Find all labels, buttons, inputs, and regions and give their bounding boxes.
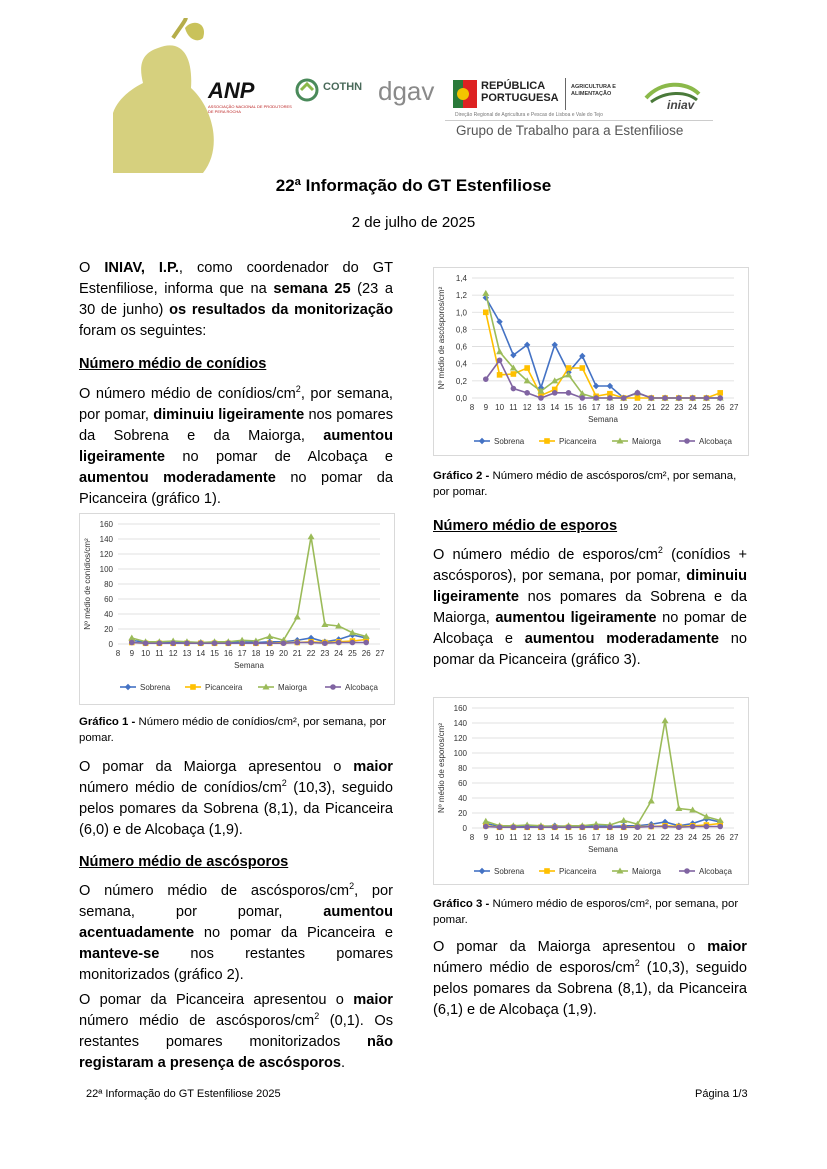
x-tick-label: 8 [469,403,475,412]
conidios-paragraph: O número médio de conídios/$cm^2$, por semana, por pomar, diminuiu ligeiramente nos pomares da Sobrena e da Maiorga, aumentou ligeiramente no pomar de Alcobaça e aumentou moderadamente no pomar da Picanceira (gráfico 1). [79,384,393,507]
x-tick-label: 13 [536,833,546,842]
x-tick-label: 19 [619,403,629,412]
data-point [511,824,517,830]
page-number: Página 1/3 [695,1088,748,1100]
x-tick-label: 24 [334,649,344,658]
cothn-icon [293,78,321,102]
data-point [350,640,356,646]
series-line-maiorga [486,721,720,827]
data-point [496,319,502,325]
x-tick-label: 11 [509,833,518,842]
legend-marker [330,684,336,690]
data-point [580,824,586,830]
data-point [635,390,641,396]
y-tick-label: 140 [99,535,113,544]
data-point [566,824,572,830]
y-axis-label: Nº médio de conídios/cm² [83,538,92,630]
data-point [482,290,489,296]
header-banner [113,18,713,173]
data-point [538,824,544,830]
x-tick-label: 21 [292,649,302,658]
data-point [143,640,149,646]
data-point [170,640,176,646]
x-tick-label: 21 [646,833,656,842]
data-point [363,640,369,646]
data-point [511,371,517,377]
data-point [184,640,190,646]
data-point [580,395,586,401]
x-tick-label: 25 [701,403,711,412]
data-point [704,824,710,830]
y-tick-label: 0 [462,824,467,833]
y-tick-label: 20 [458,809,467,818]
data-point [538,395,544,401]
y-tick-label: 120 [99,550,113,559]
y-tick-label: 80 [458,764,467,773]
y-tick-label: 100 [453,749,467,758]
y-tick-label: 80 [104,580,113,589]
series-line-picanceira [486,312,720,398]
legend-label: Maiorga [278,683,307,692]
data-point [497,372,503,378]
x-tick-label: 25 [347,649,357,658]
x-tick-label: 23 [674,403,684,412]
data-point [662,824,668,830]
x-tick-label: 12 [522,403,532,412]
footer-left: 22ª Informação do GT Estenfiliose 2025 [86,1088,281,1100]
ascosporos-max-paragraph: O pomar da Picanceira apresentou o maior número médio de ascósporos/$cm^2$ (0,1). Os restantes pomares monitorizados não registaram a presença de ascósporos. [79,992,393,1071]
chart-2 [433,267,749,456]
data-point [294,640,300,646]
data-point [267,640,273,646]
dgav-logo: dgav [378,76,435,106]
chart-2-svg [434,268,748,455]
y-tick-label: 160 [453,704,467,713]
chart-1-caption: Gráfico 1 - Número médio de conídios/cm², por semana, por pomar. [79,716,387,744]
legend-label: Alcobaça [345,683,378,692]
data-point [690,395,696,401]
data-point [648,798,655,804]
x-tick-label: 16 [577,403,587,412]
iniav-logo: iniav [641,76,701,117]
x-tick-label: 9 [129,649,135,658]
y-axis-label: Nº médio de ascósporos/cm² [437,286,446,390]
data-point [566,390,572,396]
x-tick-label: 17 [591,833,601,842]
data-point [648,824,654,830]
data-point [524,824,530,830]
data-point [593,395,599,401]
x-tick-label: 14 [550,403,560,412]
data-point [322,640,328,646]
x-tick-label: 20 [633,403,642,412]
data-point [281,640,287,646]
data-point [690,824,696,830]
y-tick-label: 1,2 [455,291,467,301]
data-point [621,395,627,401]
y-tick-label: 0,2 [455,376,467,386]
y-tick-label: 140 [453,719,467,728]
page-title: 22ª Informação do GT Estenfiliose [275,176,552,195]
data-point [226,640,232,646]
data-point [128,635,135,641]
legend-label: Picanceira [559,867,597,876]
x-tick-label: 19 [265,649,275,658]
x-tick-label: 16 [577,833,587,842]
legend-label: Sobrena [494,437,525,446]
x-tick-label: 26 [715,403,725,412]
chart-3 [433,697,749,885]
series-line-alcobaça [486,827,720,828]
x-tick-label: 23 [320,649,330,658]
x-tick-label: 9 [483,833,489,842]
chart-3-svg [434,698,748,884]
data-point [676,395,682,401]
series-line-maiorga [132,537,366,643]
series-line-sobrena [486,298,720,398]
legend-label: Sobrena [140,683,171,692]
legend-marker [684,868,690,874]
data-point [593,824,599,830]
data-point [212,640,218,646]
data-point [198,640,204,646]
y-tick-label: 160 [99,520,113,529]
data-point [482,818,489,824]
y-tick-label: 120 [453,734,467,743]
legend-label: Picanceira [559,437,597,446]
data-point [308,640,314,646]
x-tick-label: 18 [605,403,615,412]
data-point [496,348,503,354]
data-point [253,640,259,646]
legend-label: Sobrena [494,867,525,876]
y-tick-label: 0,8 [455,325,467,335]
section-conidios-heading: Número médio de conídios [79,356,267,372]
data-point [497,357,503,363]
data-point [717,824,723,830]
x-tick-label: 13 [536,403,546,412]
data-point [552,390,558,396]
series-line-maiorga [486,293,720,398]
chart-2-caption: Gráfico 2 - Número médio de ascósporos/cm², por semana, por pomar. [433,470,737,498]
x-tick-label: 16 [223,649,233,658]
data-point [566,365,572,371]
data-point [266,633,273,639]
cothn-logo: COTHN [293,78,321,107]
y-tick-label: 100 [99,565,113,574]
x-tick-label: 12 [168,649,178,658]
x-tick-label: 11 [155,649,164,658]
legend-marker [684,438,690,444]
legend-marker [544,438,550,444]
conidios-max-paragraph: O pomar da Maiorga apresentou o maior número médio de conídios/$cm^2$ (10,3), seguido pelos pomares da Sobrena (8,1), da Picanceira (6,0) e de Alcobaça (1,9). [79,759,393,838]
data-point [635,824,641,830]
esporos-paragraph: O número médio de esporos/$cm^2$ (conídios + ascósporos), por semana, por pomar, diminuiu ligeiramente nos pomares da Sobrena e da Maiorga, aumentou ligeiramente no pomar de Alcobaça e aumentou moderadamente no pomar da Picanceira (gráfico 3). [433,545,748,668]
y-tick-label: 0 [108,640,113,649]
x-tick-label: 22 [660,833,670,842]
data-point [524,365,530,371]
y-axis-label: Nº médio de esporos/cm² [437,722,446,814]
x-tick-label: 27 [729,833,739,842]
y-tick-label: 60 [458,779,467,788]
x-axis-label: Semana [234,661,264,670]
x-tick-label: 22 [660,403,670,412]
x-tick-label: 10 [495,403,505,412]
x-tick-label: 8 [469,833,475,842]
x-axis-label: Semana [588,845,618,854]
x-tick-label: 27 [375,649,385,658]
chart-1 [79,513,395,705]
x-tick-label: 20 [633,833,642,842]
x-tick-label: 14 [196,649,206,658]
data-point [648,395,654,401]
republica-logo: REPÚBLICA PORTUGUESA [481,80,559,104]
y-tick-label: 40 [104,610,113,619]
y-tick-label: 1,4 [455,274,467,283]
x-tick-label: 25 [701,833,711,842]
legend-marker [190,684,196,690]
header-rule [445,120,713,121]
data-point [552,824,558,830]
data-point [294,614,301,620]
ascosporos-paragraph: O número médio de ascósporos/$cm^2$, por semana, por pomar, aumentou acentuadamente no pomar da Picanceira e manteve-se nos restantes pomares monitorizados (gráfico 2). [79,881,394,983]
x-tick-label: 21 [646,403,656,412]
data-point [593,383,599,389]
y-tick-label: 40 [458,794,467,803]
x-tick-label: 26 [361,649,371,658]
x-tick-label: 9 [483,403,489,412]
data-point [483,824,489,830]
data-point [129,640,135,646]
legend-label: Maiorga [632,867,661,876]
section-esporos-heading: Número médio de esporos [433,518,618,534]
data-point [239,640,245,646]
legend-label: Alcobaça [699,437,732,446]
section-ascosporos-heading: Número médio de ascósporos [79,854,289,870]
legend-label: Picanceira [205,683,243,692]
legend-label: Alcobaça [699,867,732,876]
x-tick-label: 22 [306,649,316,658]
x-tick-label: 20 [279,649,288,658]
x-tick-label: 15 [210,649,219,658]
y-tick-label: 0,4 [455,359,467,369]
x-tick-label: 27 [729,403,739,412]
series-line-alcobaça [132,643,366,644]
republic-emblem-icon [453,80,477,113]
data-point [662,395,668,401]
legend-marker [479,438,485,444]
data-point [607,395,613,401]
x-tick-label: 24 [688,833,698,842]
chart-3-caption: Gráfico 3 - Número médio de esporos/cm², por semana, por pomar. [433,898,739,926]
x-axis-label: Semana [588,415,618,424]
data-point [308,533,315,539]
x-tick-label: 14 [550,833,560,842]
data-point [336,640,342,646]
x-tick-label: 24 [688,403,698,412]
data-point [676,824,682,830]
x-tick-label: 11 [509,403,518,412]
data-point [483,309,489,315]
agricultura-logo: AGRICULTURA E ALIMENTAÇÃO [571,84,616,97]
data-point [157,640,163,646]
chart-1-svg [80,514,394,704]
y-tick-label: 60 [104,595,113,604]
x-tick-label: 15 [564,403,573,412]
data-point [511,386,517,392]
data-point [552,342,558,348]
x-tick-label: 18 [251,649,261,658]
x-tick-label: 19 [619,833,629,842]
data-point [635,395,641,401]
x-tick-label: 10 [495,833,505,842]
x-tick-label: 17 [237,649,247,658]
y-tick-label: 0,0 [455,394,467,403]
data-point [717,395,723,401]
drap-text: Direção Regional de Agricultura e Pescas de Lisboa e Vale do Tejo [455,112,603,118]
y-tick-label: 0,6 [455,342,467,352]
group-title: Grupo de Trabalho para a Estenfiliose [456,123,684,138]
y-tick-label: 20 [104,625,113,634]
data-point [483,376,489,382]
x-tick-label: 13 [182,649,192,658]
legend-marker [479,868,485,874]
data-point [497,824,503,830]
x-tick-label: 8 [115,649,121,658]
intro-paragraph: O INIAV, I.P., como coordenador do GT Estenfiliose, informa que na semana 25 (23 a 30 de junho) os resultados da monitorização foram os seguintes: [79,260,394,339]
x-tick-label: 26 [715,833,725,842]
esporos-max-paragraph: O pomar da Maiorga apresentou o maior número médio de esporos/$cm^2$ (10,3), seguido pelos pomares da Sobrena (8,1), da Picanceira (6,1) e de Alcobaça (1,9). [433,939,747,1018]
y-tick-label: 1,0 [455,308,467,318]
data-point [524,390,530,396]
data-point [621,824,627,830]
anp-logo: ANP ASSOCIAÇÃO NACIONAL DE PRODUTORES DE PERA ROCHA [208,78,292,114]
series-line-alcobaça [486,360,720,398]
x-tick-label: 12 [522,833,532,842]
data-point [662,717,669,723]
x-tick-label: 15 [564,833,573,842]
data-point [580,365,586,371]
x-tick-label: 23 [674,833,684,842]
legend-label: Maiorga [632,437,661,446]
logo-divider [565,78,566,110]
legend-marker [125,684,131,690]
data-point [620,817,627,823]
data-point [607,824,613,830]
x-tick-label: 10 [141,649,151,658]
data-point [704,395,710,401]
page-date: 2 de julho de 2025 [351,214,476,231]
x-tick-label: 18 [605,833,615,842]
x-tick-label: 17 [591,403,601,412]
legend-marker [544,868,550,874]
